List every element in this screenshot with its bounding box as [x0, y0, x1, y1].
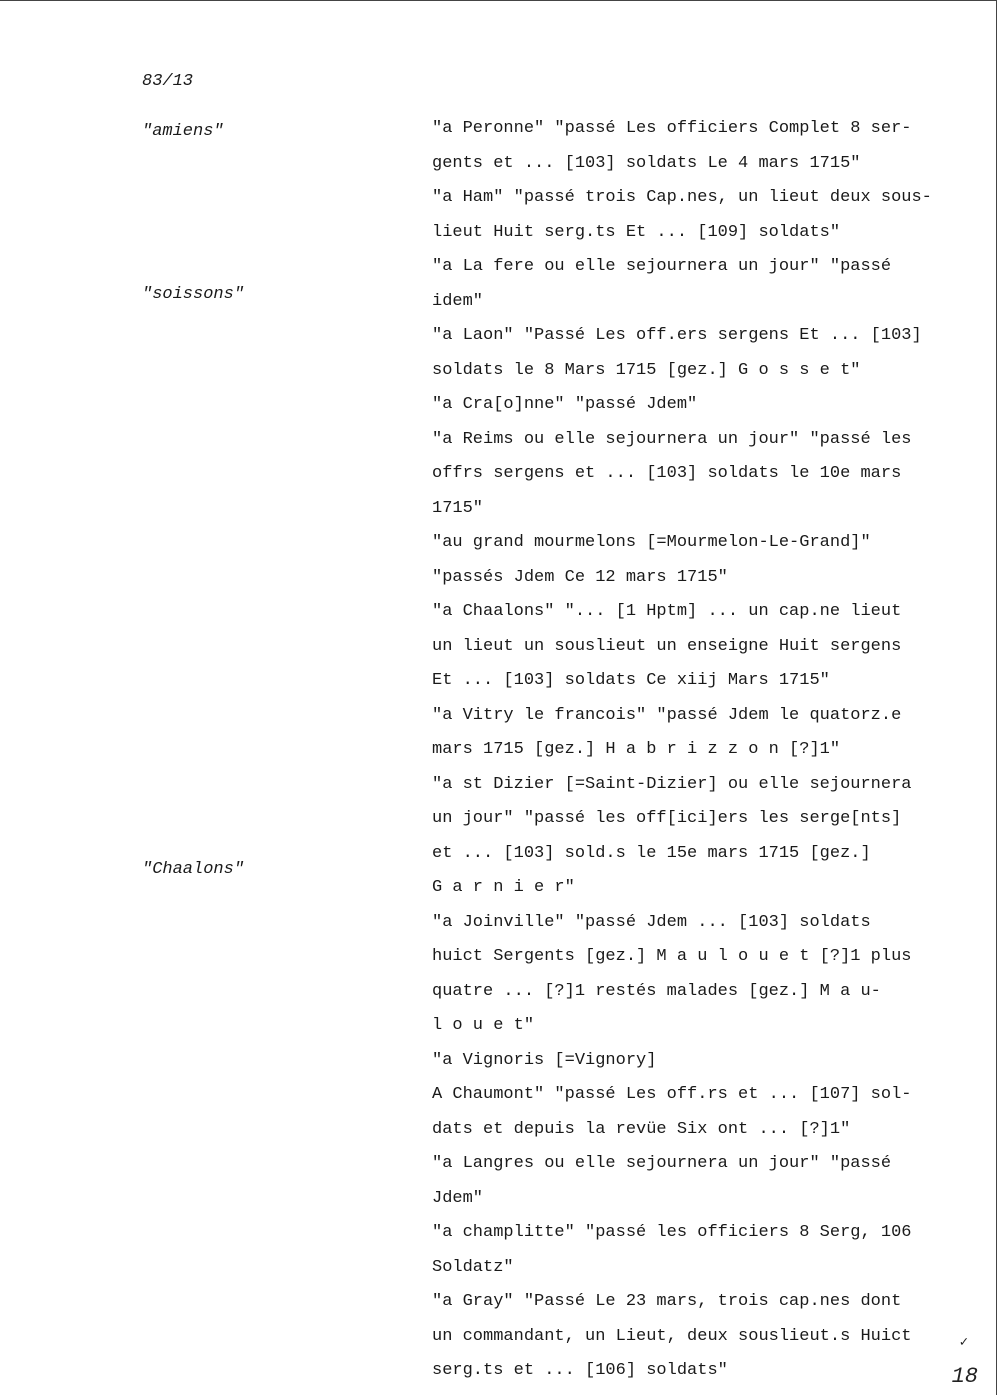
margin-label-chaalons: "Chaalons"	[142, 860, 245, 879]
text-line: "a Reims ou elle sejournera un jour" "passé les	[432, 429, 912, 449]
text-line: mars 1715 [gez.] H a b r i z z o n [?]1"	[432, 740, 841, 759]
page-reference: 83/13	[142, 72, 194, 91]
text-line: "a Laon" "Passé Les off.ers sergens Et ... [103]	[432, 326, 922, 345]
margin-label-soissons: "soissons"	[142, 285, 245, 304]
text-line: quatre ... [?]1 restés malades [gez.] M a u-	[432, 981, 881, 1001]
text-line: "a Chaalons" "... [1 Hptm] ... un cap.ne lieut	[432, 602, 902, 621]
text-line: dats et depuis la revüe Six ont ... [?]1"	[432, 1119, 851, 1139]
page-number: 18	[951, 1364, 978, 1389]
text-line: "a Ham" "passé trois Cap.nes, un lieut deux sous-	[432, 188, 932, 207]
text-line: G a r n i e r"	[432, 878, 575, 897]
text-line: "a st Dizier [=Saint-Dizier] ou elle sejournera	[432, 774, 912, 794]
text-line: serg.ts et ... [106] soldats"	[432, 1361, 728, 1380]
text-line: lieut Huit serg.ts Et ... [109] soldats"	[432, 222, 841, 242]
text-line: l o u e t"	[432, 1016, 535, 1035]
text-line: un commandant, un Lieut, deux souslieut.s Huict	[432, 1326, 912, 1346]
text-line: Jdem"	[432, 1188, 484, 1208]
text-line: "a Langres ou elle sejournera un jour" "passé	[432, 1154, 892, 1173]
text-line: "a Peronne" "passé Les officiers Complet 8 ser-	[432, 119, 912, 138]
text-line: "a Vitry le francois" "passé Jdem le quatorz.e	[432, 705, 902, 725]
text-line: "a Vignoris [=Vignory]	[432, 1050, 657, 1070]
text-line: "a Gray" "Passé Le 23 mars, trois cap.nes dont	[432, 1292, 902, 1311]
text-line: huict Sergents [gez.] M a u l o u e t [?]1 plus	[432, 947, 912, 966]
text-line: "a champlitte" "passé les officiers 8 Serg, 106	[432, 1223, 912, 1242]
text-line: "a Cra[o]nne" "passé Jdem"	[432, 395, 698, 414]
margin-label-amiens: "amiens"	[142, 122, 224, 141]
text-line: Et ... [103] soldats Ce xiij Mars 1715"	[432, 671, 830, 690]
check-mark: ✓	[959, 1335, 968, 1351]
text-line: "a Joinville" "passé Jdem ... [103] soldats	[432, 912, 871, 932]
text-line: un jour" "passé les off[ici]ers les serge[nts]	[432, 809, 902, 828]
text-line: un lieut un souslieut un enseigne Huit sergens	[432, 636, 902, 656]
text-line: "passés Jdem Ce 12 mars 1715"	[432, 567, 728, 587]
text-line: idem"	[432, 291, 484, 311]
text-line: et ... [103] sold.s le 15e mars 1715 [gez.]	[432, 843, 871, 863]
text-line: Soldatz"	[432, 1257, 514, 1277]
itinerary-text	[432, 112, 932, 1389]
text-line: A Chaumont" "passé Les off.rs et ... [107] sol-	[432, 1085, 912, 1104]
text-line: soldats le 8 Mars 1715 [gez.] G o s s e t"	[432, 360, 861, 380]
text-line: 1715"	[432, 498, 484, 518]
text-line: gents et ... [103] soldats Le 4 mars 1715"	[432, 153, 861, 173]
text-line: offrs sergens et ... [103] soldats le 10e mars	[432, 464, 902, 483]
text-line: "a La fere ou elle sejournera un jour" "passé	[432, 257, 892, 276]
text-line: "au grand mourmelons [=Mourmelon-Le-Grand]"	[432, 533, 871, 552]
